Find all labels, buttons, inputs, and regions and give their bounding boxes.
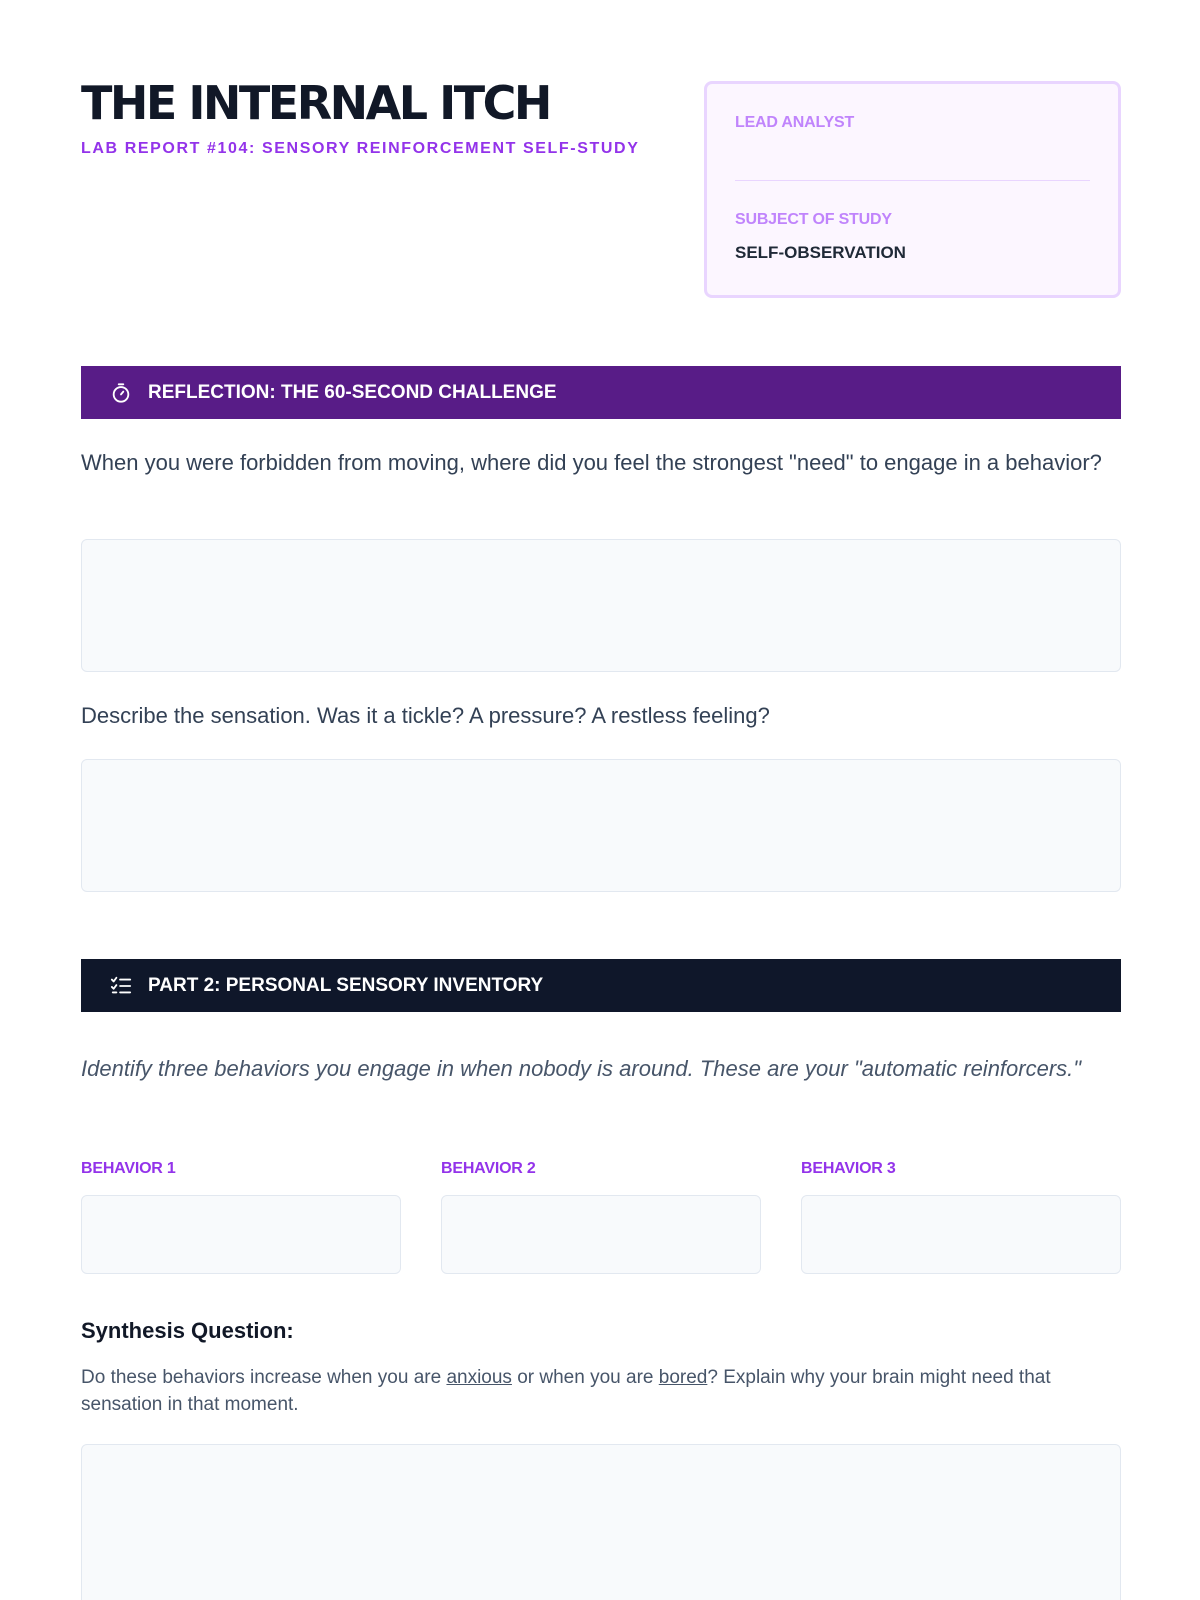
page-title: THE INTERNAL ITCH	[81, 76, 550, 130]
lead-analyst-field[interactable]	[735, 180, 1090, 181]
synthesis-text-1: Do these behaviors increase when you are	[81, 1367, 447, 1388]
question-2: Describe the sensation. Was it a tickle? A pressure? A restless feeling?	[81, 703, 770, 728]
behavior-3-input[interactable]	[801, 1195, 1121, 1274]
section-inventory-header	[81, 959, 1121, 1012]
inventory-intro: Identify three behaviors you engage in when nobody is around. These are your "automatic reinforcers."	[81, 1056, 1082, 1081]
section-reflection-title: REFLECTION: THE 60-SECOND CHALLENGE	[148, 381, 557, 403]
behavior-2-label: BEHAVIOR 2	[441, 1160, 536, 1177]
header	[81, 0, 1121, 300]
synthesis-keyword-bored: bored	[658, 1367, 708, 1388]
behavior-1-label: BEHAVIOR 1	[81, 1160, 176, 1177]
synthesis-keyword-anxious: anxious	[446, 1367, 512, 1388]
behavior-2-group	[441, 1160, 761, 1274]
subject-value: SELF-OBSERVATION	[735, 243, 906, 262]
stopwatch-icon	[109, 381, 133, 405]
synthesis-text-3: ? Explain why your brain might need that sensation in that moment.	[81, 1367, 1051, 1415]
behavior-3-label: BEHAVIOR 3	[801, 1160, 896, 1177]
behavior-1-input[interactable]	[81, 1195, 401, 1274]
lead-analyst-label: LEAD ANALYST	[735, 114, 855, 131]
synthesis-text-2: or when you are	[511, 1367, 659, 1388]
synthesis-answer-textarea[interactable]	[81, 1444, 1121, 1600]
question-1: When you were forbidden from moving, where did you feel the strongest "need" to engage in a behavior?	[81, 450, 1102, 475]
meta-card	[704, 81, 1121, 298]
checklist-icon	[109, 974, 133, 998]
subject-label: SUBJECT OF STUDY	[735, 211, 892, 228]
answer-1-textarea[interactable]	[81, 539, 1121, 672]
section-inventory-title: PART 2: PERSONAL SENSORY INVENTORY	[148, 974, 544, 996]
answer-2-textarea[interactable]	[81, 759, 1121, 892]
synthesis-title: Synthesis Question:	[81, 1318, 294, 1343]
worksheet-page	[81, 0, 1121, 1415]
section-reflection-header	[81, 366, 1121, 419]
behavior-3-group	[801, 1160, 1121, 1274]
behavior-2-input[interactable]	[441, 1195, 761, 1274]
behavior-1-group	[81, 1160, 401, 1274]
page-subtitle: LAB REPORT #104: SENSORY REINFORCEMENT SELF-STUDY	[81, 140, 640, 157]
synthesis-question	[81, 1364, 1081, 1418]
